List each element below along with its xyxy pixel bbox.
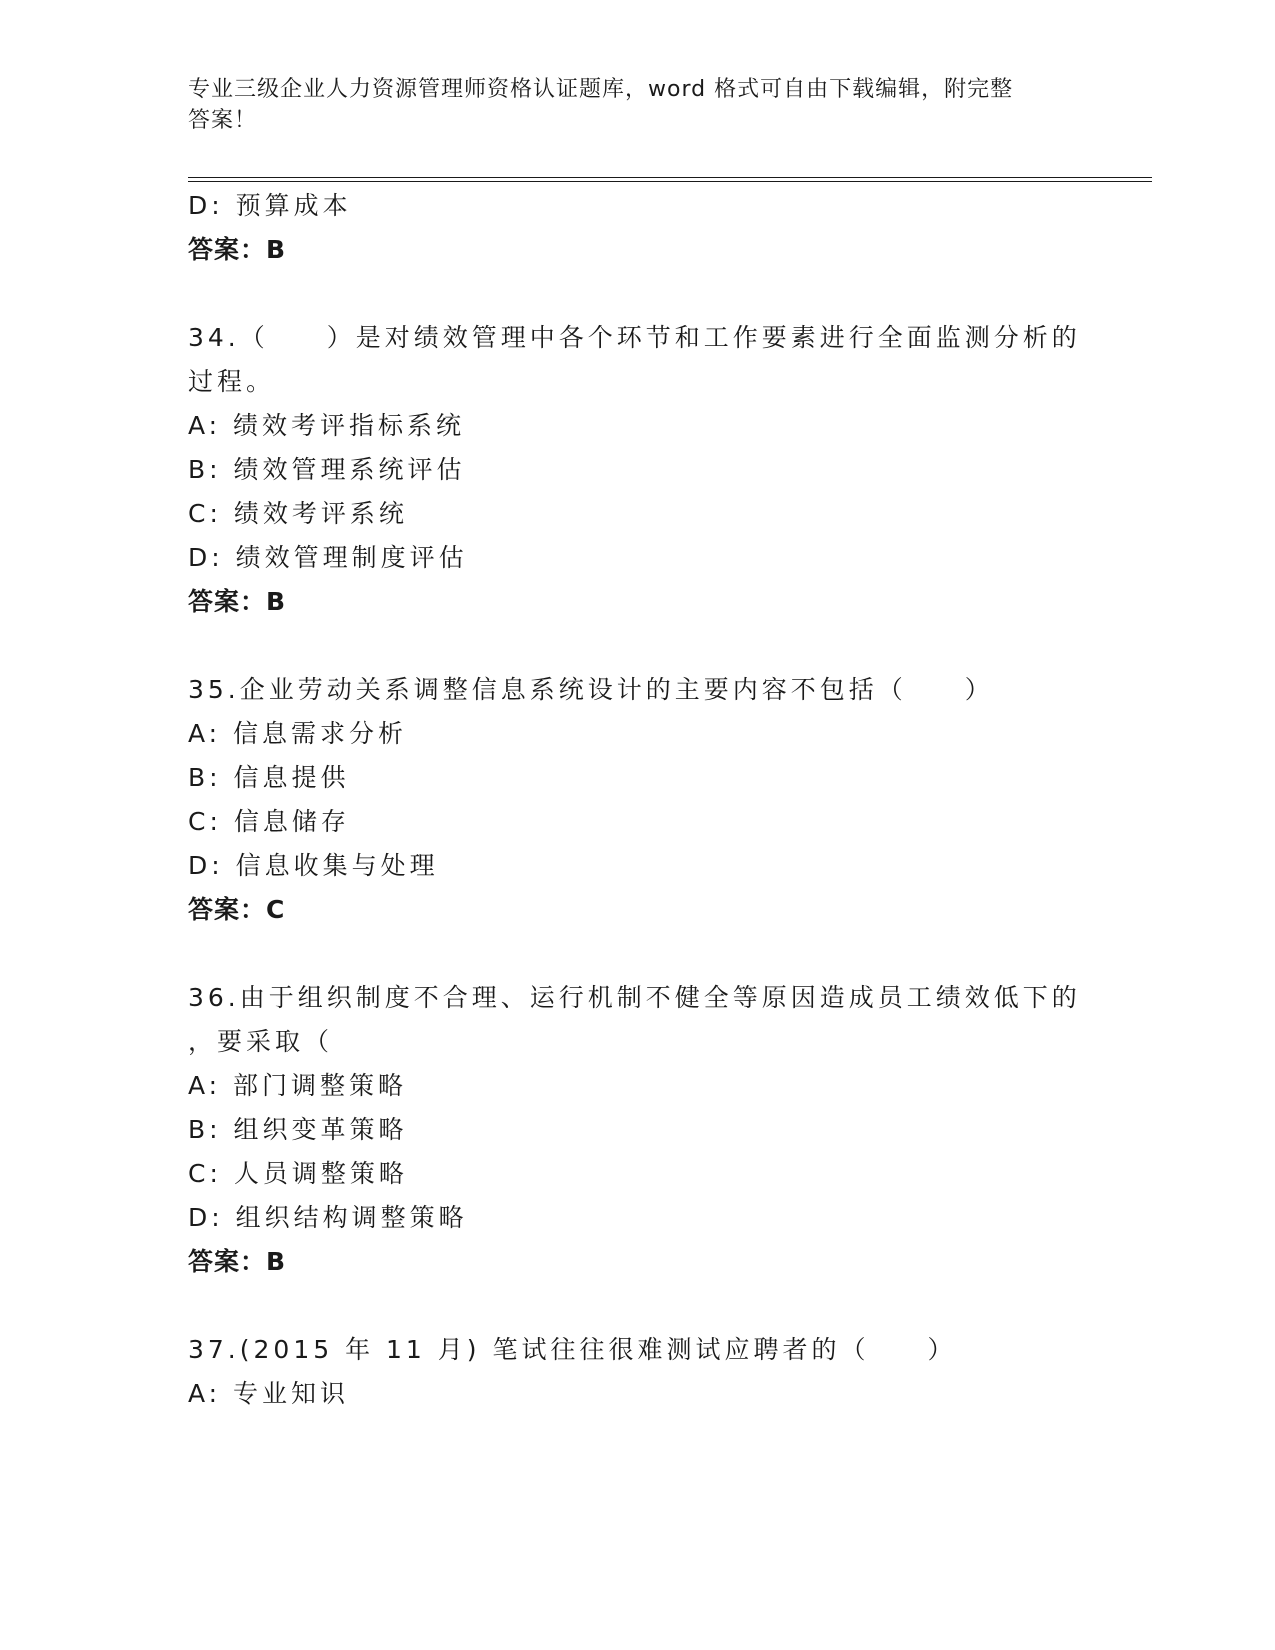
q34-answer: 答案：B	[188, 587, 287, 616]
q34-option-b: B: 绩效管理系统评估	[188, 455, 466, 484]
document-header	[188, 74, 1088, 136]
q35-answer: 答案：C	[188, 895, 286, 924]
header-line-2: 答案！	[188, 108, 258, 133]
q34-stem-line-1: 34.（ ）是对绩效管理中各个环节和工作要素进行全面监测分析的	[188, 323, 1081, 352]
q34-option-c: C: 绩效考评系统	[188, 499, 408, 528]
q35-option-a: A: 信息需求分析	[188, 719, 408, 748]
q36-answer: 答案：B	[188, 1247, 287, 1276]
q34-stem-line-2: 过程。	[188, 367, 276, 396]
q36-option-b: B: 组织变革策略	[188, 1115, 408, 1144]
q35-stem-line-1: 35.企业劳动关系调整信息系统设计的主要内容不包括（ ）	[188, 675, 994, 704]
header-rule-top	[188, 177, 1152, 178]
q37-stem-line-1: 37.(2015 年 11 月) 笔试往往很难测试应聘者的（ ）	[188, 1335, 957, 1364]
q35-option-d: D: 信息收集与处理	[188, 851, 439, 880]
q36-option-d: D: 组织结构调整策略	[188, 1203, 468, 1232]
q35-option-c: C: 信息储存	[188, 807, 350, 836]
header-line-1: 专业三级企业人力资源管理师资格认证题库，word 格式可自由下载编辑，附完整	[188, 77, 1014, 102]
q34-option-d: D: 绩效管理制度评估	[188, 543, 468, 572]
q36-stem-line-2: ，要采取（	[188, 1027, 334, 1056]
q36-stem-line-1: 36.由于组织制度不合理、运行机制不健全等原因造成员工绩效低下的	[188, 983, 1081, 1012]
q33-option-d: D: 预算成本	[188, 191, 352, 220]
q36-option-c: C: 人员调整策略	[188, 1159, 408, 1188]
header-rule-bottom	[188, 181, 1152, 182]
q35-option-b: B: 信息提供	[188, 763, 350, 792]
q37-option-a: A: 专业知识	[188, 1379, 350, 1408]
q36-option-a: A: 部门调整策略	[188, 1071, 408, 1100]
q33-answer: 答案：B	[188, 235, 287, 264]
q34-option-a: A: 绩效考评指标系统	[188, 411, 466, 440]
